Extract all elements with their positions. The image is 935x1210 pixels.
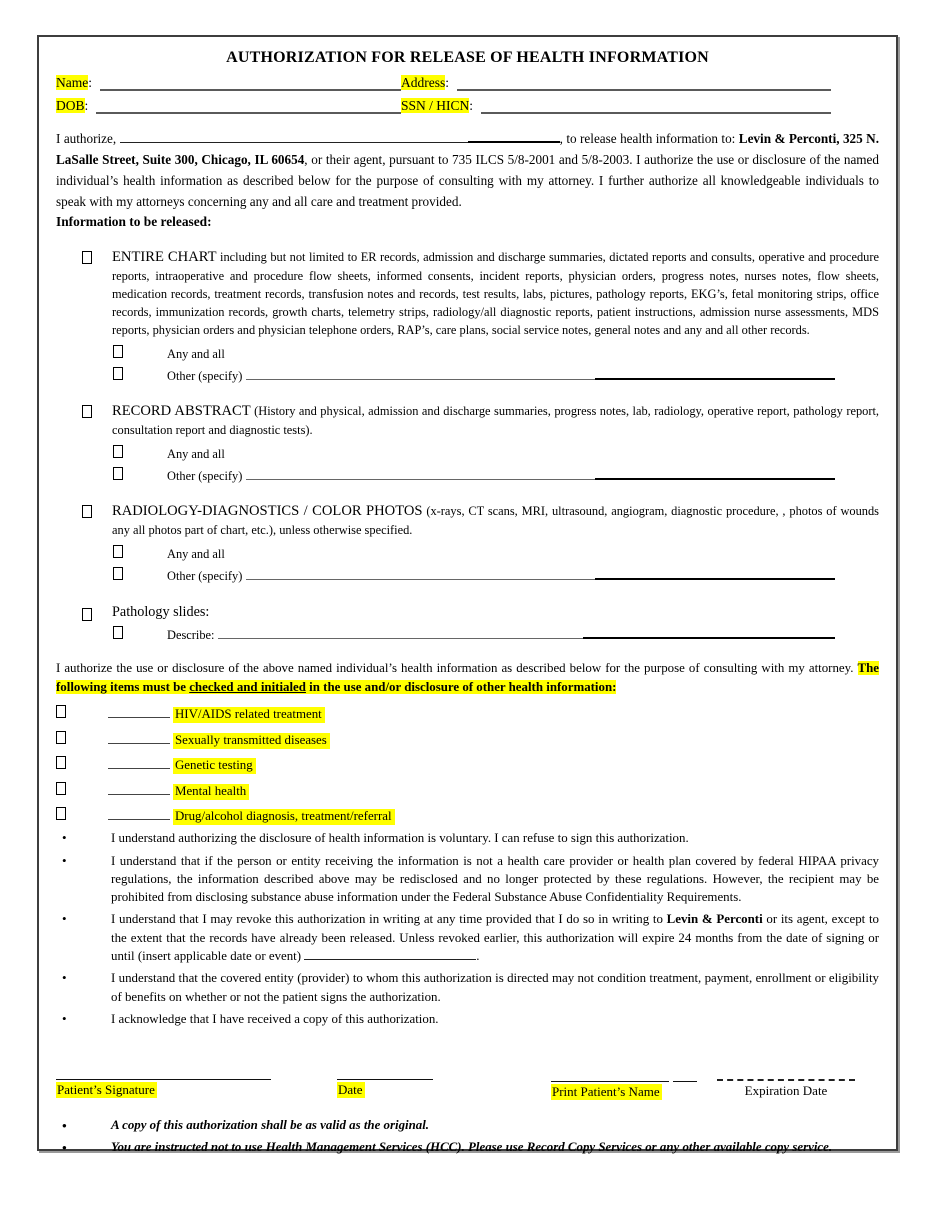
pathology-describe-blank[interactable] [218, 626, 583, 639]
page-title: AUTHORIZATION FOR RELEASE OF HEALTH INFORMATION [226, 49, 709, 66]
bullet-icon: • [62, 1117, 67, 1133]
date-label: Date [338, 1081, 363, 1097]
ssn-hicn-label: SSN / HICN: [401, 98, 474, 113]
pathology-describe-checkbox[interactable] [113, 626, 123, 639]
entire-chart-any-and-all-checkbox[interactable] [113, 345, 123, 358]
entire-chart-title: ENTIRE CHART [112, 248, 217, 265]
bullet-icon: • [62, 1011, 67, 1027]
footer-notes [56, 1116, 879, 1158]
address-label: Address: [401, 75, 450, 90]
disclosure-item-mental-health: Mental health [56, 780, 879, 800]
section-pathology-slides [82, 604, 879, 643]
genetic-testing-initial-blank[interactable] [108, 756, 170, 769]
firm-name-bold: Levin & Perconti [666, 912, 763, 927]
radiology-other-checkbox[interactable] [113, 567, 123, 580]
pathology-slides-checkbox[interactable] [82, 608, 92, 621]
footer-bullet-copy-service: • You are instructed not to use Health Management Services (HCC). Please use Record Copy Services or any other available copy service. [56, 1138, 879, 1158]
radiology-other-option: Other (specify) [113, 565, 879, 584]
entire-chart-checkbox[interactable] [82, 251, 92, 264]
record-abstract-other-blank[interactable] [246, 467, 594, 480]
mental-health-checkbox[interactable] [56, 782, 66, 795]
disclosure-item-hiv: HIV/AIDS related treatment [56, 703, 879, 723]
date-line[interactable] [337, 1063, 433, 1080]
signature-row [56, 1063, 879, 1100]
record-abstract-any-and-all-option: Any and all [113, 443, 879, 462]
radiology-diagnostics-description: (x-rays, CT scans, MRI, ultrasound, angiogram, diagnostic procedure, , photos of wounds any all photos part of chart, etc.), unless otherwise specified. [112, 503, 879, 537]
footer-bullet-copy-valid: • A copy of this authorization shall be as valid as the original. [56, 1116, 879, 1136]
bullet-icon: • [62, 1140, 67, 1155]
entire-chart-other-option: Other (specify) [113, 365, 879, 384]
record-abstract-description: (History and physical, admission and discharge summaries, progress notes, lab, radiology, operative report, pathology report, consultation report and diagnostic tests). [112, 403, 879, 437]
radiology-other-blank-2[interactable] [595, 566, 835, 580]
record-abstract-any-and-all-checkbox[interactable] [113, 445, 123, 458]
header-fields [56, 75, 879, 114]
hiv-aids-initial-blank[interactable] [108, 705, 170, 718]
disclosure-item-drug-alcohol: Drug/alcohol diagnosis, treatment/referral [56, 805, 879, 825]
ssn-hicn-input-line[interactable] [481, 98, 831, 114]
record-abstract-other-blank-2[interactable] [595, 466, 835, 480]
bullet-voluntary: • I understand authorizing the disclosure of health information is voluntary. I can refuse to sign this authorization. [56, 829, 879, 847]
bullet-copy-received: • I acknowledge that I have received a copy of this authorization. [56, 1010, 879, 1028]
disclosure-paragraph: I authorize the use or disclosure of the above named individual’s health information as described below for the purpose of consulting with my attorney. The following items must be checked and initialed in the use and/or disclosure of other health information: [56, 660, 879, 695]
pathology-describe-blank-2[interactable] [583, 625, 835, 639]
provider-name-blank-2[interactable] [468, 129, 560, 143]
genetic-testing-checkbox[interactable] [56, 756, 66, 769]
record-abstract-title: RECORD ABSTRACT [112, 402, 251, 419]
entire-chart-any-and-all-option: Any and all [113, 343, 879, 362]
section-record-abstract [82, 401, 879, 440]
bullet-hipaa: • I understand that if the person or entity receiving the information is not a health care provider or health plan covered by federal HIPAA privacy regulations, the information described above may be redisclosed and no longer protected by these regulations. However, the recipient may be prohibited from disclosing substance abuse information under the Federal Substance Abuse Confidentiality Requirements. [56, 852, 879, 907]
bullet-icon: • [62, 970, 67, 986]
hiv-aids-checkbox[interactable] [56, 705, 66, 718]
record-abstract-other-checkbox[interactable] [113, 467, 123, 480]
bullet-icon: • [62, 911, 67, 927]
drug-alcohol-initial-blank[interactable] [108, 807, 170, 820]
entire-chart-other-blank-2[interactable] [595, 366, 835, 380]
radiology-other-blank[interactable] [246, 567, 594, 580]
record-abstract-checkbox[interactable] [82, 405, 92, 418]
print-patient-name-label: Print Patient’s Name [552, 1083, 660, 1099]
radiology-diagnostics-title: RADIOLOGY-DIAGNOSTICS / COLOR PHOTOS [112, 502, 423, 519]
section-entire-chart [82, 247, 879, 340]
form-page [37, 35, 898, 1155]
radiology-any-and-all-option: Any and all [113, 543, 879, 562]
entire-chart-other-checkbox[interactable] [113, 367, 123, 380]
disclosure-item-genetic: Genetic testing [56, 754, 879, 774]
bullet-no-condition: • I understand that the covered entity (provider) to whom this authorization is directed may not condition treatment, payment, enrollment or eligibility of benefits on whether or not the patient signs the authorization. [56, 969, 879, 1006]
std-checkbox[interactable] [56, 731, 66, 744]
dob-label: DOB: [56, 98, 89, 113]
authorization-intro-paragraph: I authorize, , to release health information to: Levin & Perconti, 325 N. LaSalle Street, Suite 300, Chicago, IL 60654, or their agent, pursuant to 735 ILCS 5/8-2001 and 5/8-2003. I authorize the use or disclosure of the named individual’s health information as described below for the purpose of consulting with my attorney. I further authorize all knowledgeable individuals to speak with my attorneys concerning any and all care and treatment provided. [56, 131, 879, 210]
record-abstract-other-option: Other (specify) [113, 465, 879, 484]
name-label: Name: [56, 75, 92, 90]
entire-chart-other-blank[interactable] [246, 367, 594, 380]
bullet-revoke: • I understand that I may revoke this authorization in writing at any time provided that I do so in writing to Levin & Perconti or its agent, except to the extent that the records have already been released. Unless revoked earlier, this authorization will expire 24 months from the date of signing or until (insert applicable date or event) . [56, 910, 879, 965]
information-to-be-released-heading: Information to be released: [56, 213, 212, 229]
disclosure-highlighted-instruction: The following items must be checked and initialed in the use and/or disclosure of other health information: [56, 660, 879, 695]
patient-signature-line[interactable] [56, 1063, 271, 1080]
dob-input-line[interactable] [96, 98, 401, 114]
name-input-line[interactable] [100, 75, 401, 91]
drug-alcohol-checkbox[interactable] [56, 807, 66, 820]
print-patient-name-line[interactable] [551, 1065, 669, 1082]
section-radiology-diagnostics [82, 501, 879, 540]
std-initial-blank[interactable] [108, 731, 170, 744]
bullet-icon: • [62, 830, 67, 846]
patient-signature-label: Patient’s Signature [57, 1081, 155, 1097]
pathology-describe-option: Describe: [113, 624, 879, 643]
address-input-line[interactable] [457, 75, 831, 91]
expiration-date-label: Expiration Date [744, 1082, 828, 1098]
disclosure-item-std: Sexually transmitted diseases [56, 729, 879, 749]
entire-chart-description: including but not limited to ER records, admission and discharge summaries, dictated reports and consults, operative and procedure reports, intraoperative and procedure flow sheets, informed consents, incident reports, physician orders, progress notes, nurses notes, flow sheets, medication records, treatment records, transfusion notes and records, test results, labs, pictures, pathology reports, EKG’s, fetal monitoring strips, office records, immunization records, growth charts, telemetry strips, radiology/all diagnostic reports, patient instructions, admission nurse assessments, MDS reports, physician orders and physician telephone orders, RAP’s, care plans, social service notes, general notes and any and all other records. [112, 249, 879, 337]
pathology-slides-title: Pathology slides: [112, 603, 210, 620]
expiration-date-line[interactable] [717, 1063, 855, 1081]
provider-name-blank[interactable] [120, 130, 468, 143]
radiology-any-and-all-checkbox[interactable] [113, 545, 123, 558]
firm-address-bold: Levin & Perconti, 325 N. LaSalle Street, Suite 300, Chicago, IL 60654 [56, 131, 879, 168]
radiology-diagnostics-checkbox[interactable] [82, 505, 92, 518]
bullet-icon: • [62, 852, 67, 868]
mental-health-initial-blank[interactable] [108, 782, 170, 795]
print-patient-name-line-2[interactable] [673, 1063, 697, 1082]
expiration-event-blank[interactable] [304, 947, 476, 960]
